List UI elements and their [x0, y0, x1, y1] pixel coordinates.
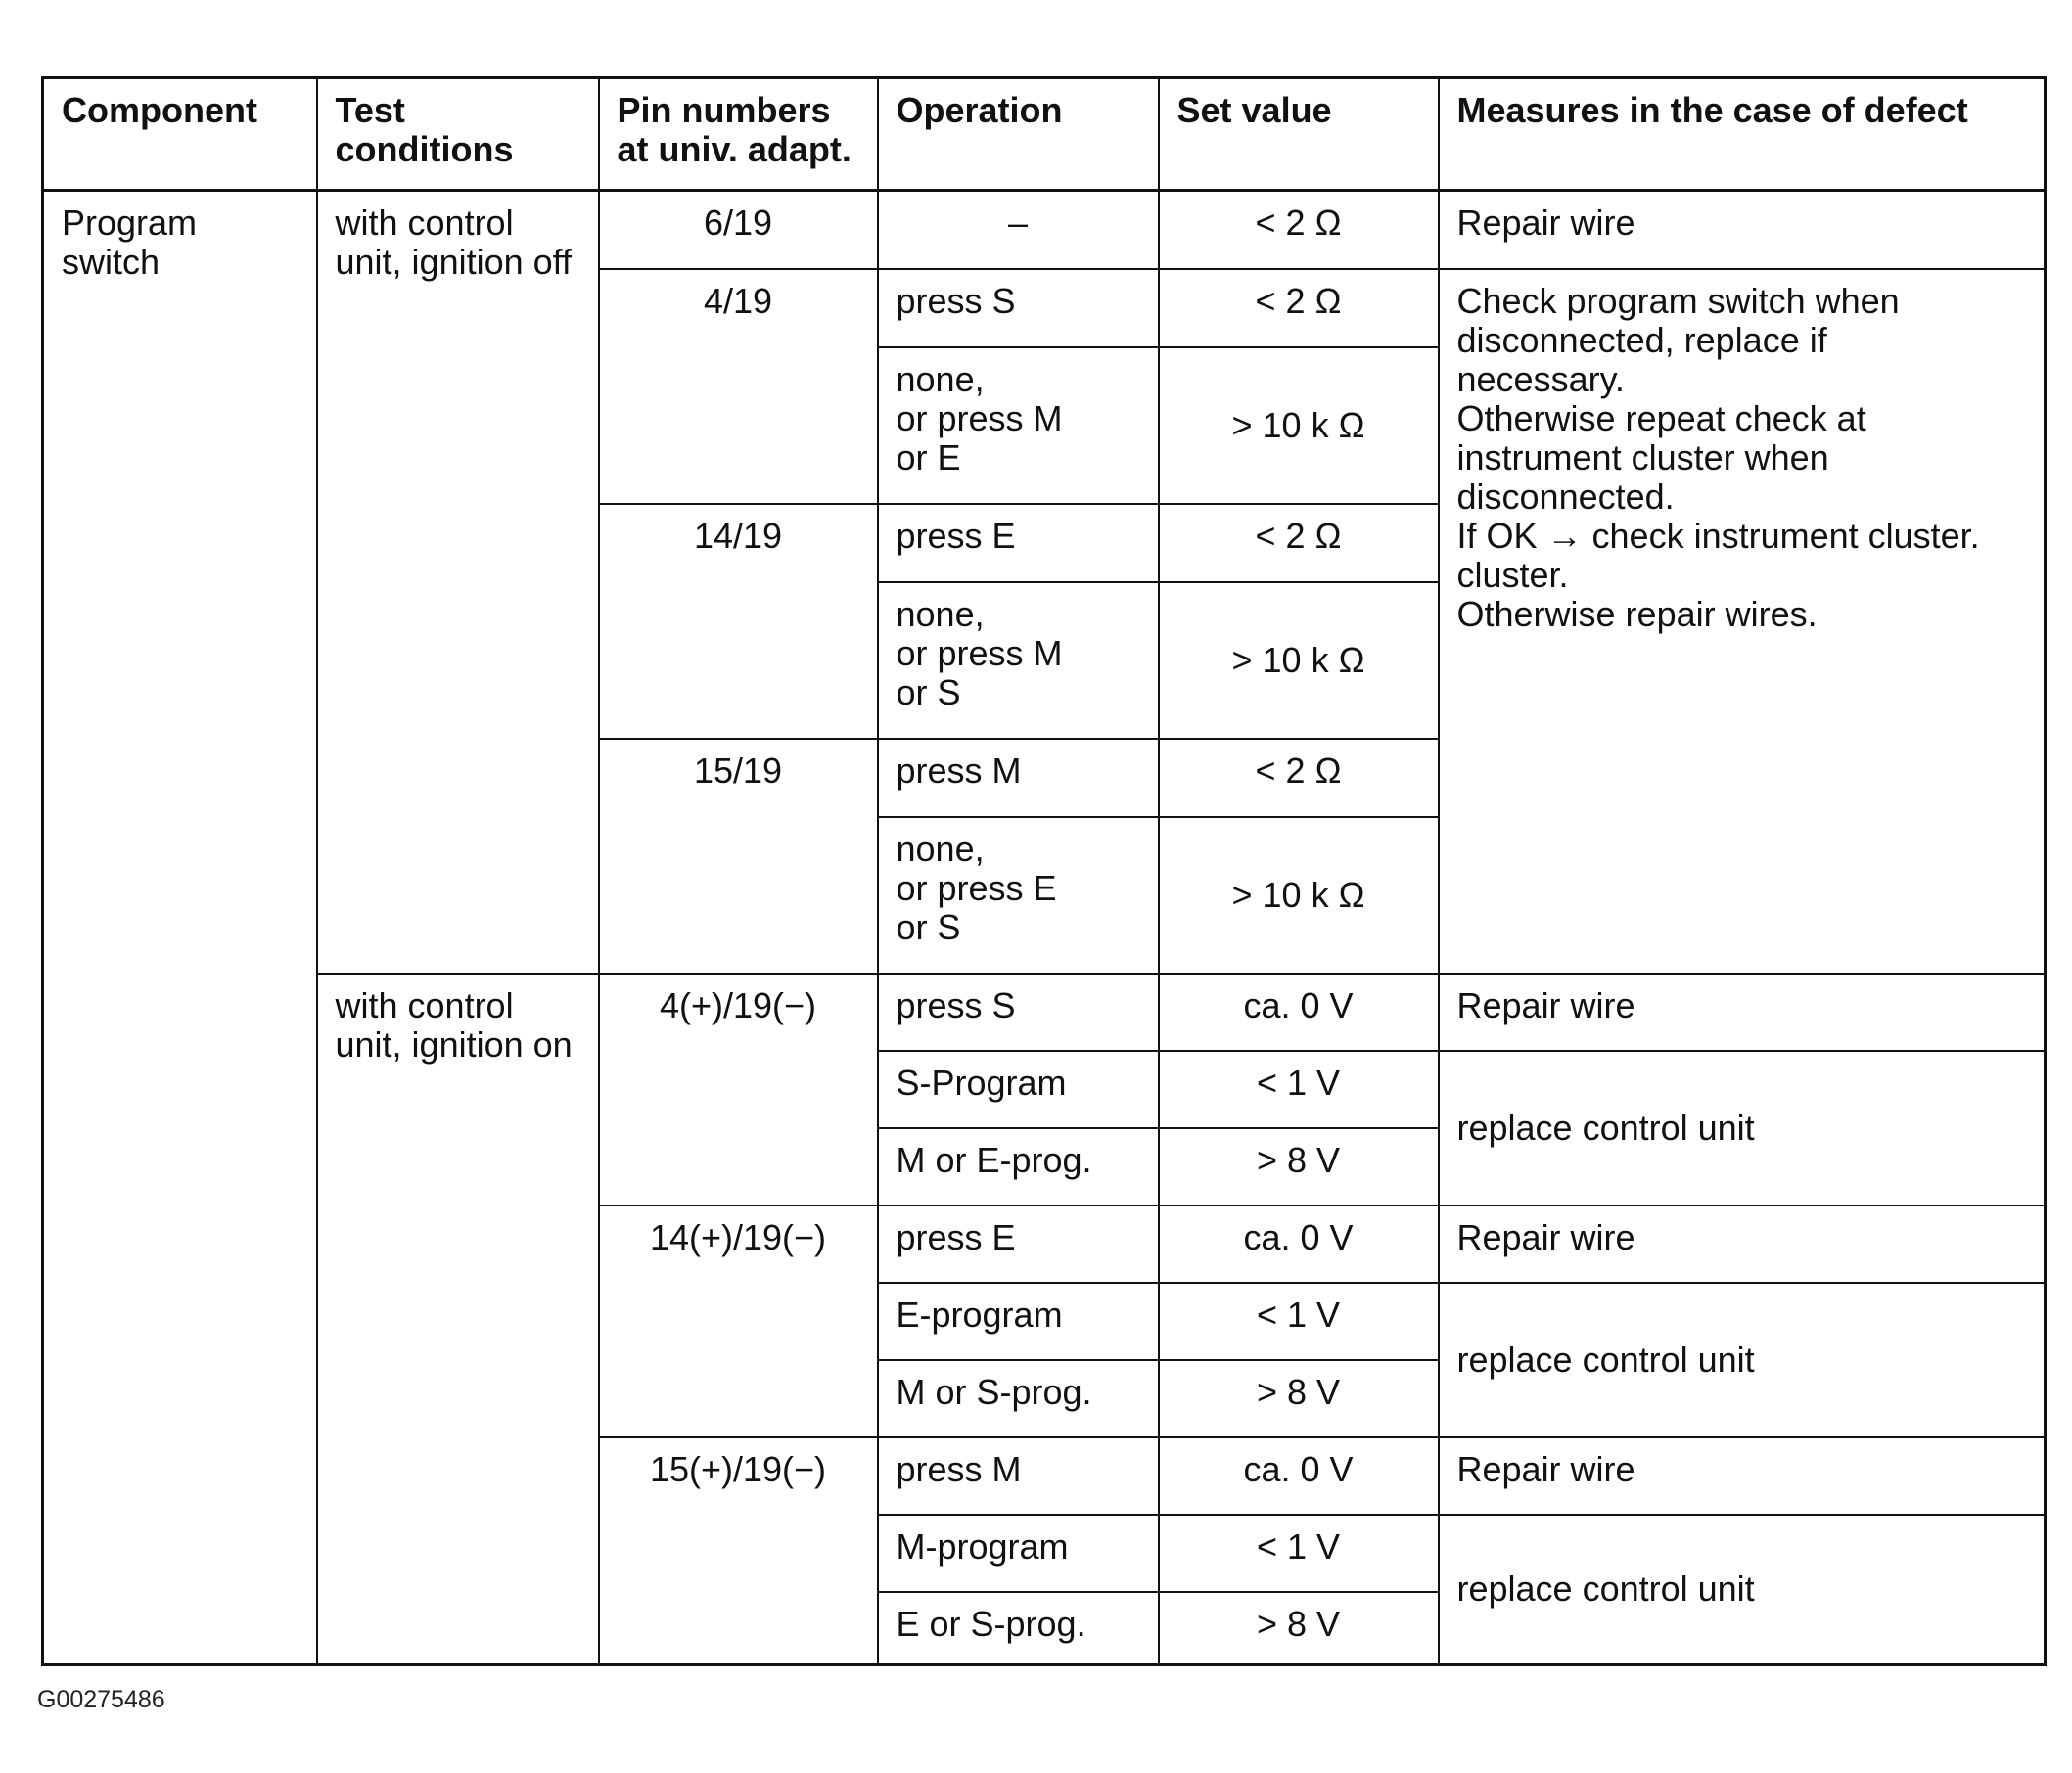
operation-cell: E-program	[878, 1283, 1159, 1360]
operation-cell: S-Program	[878, 1051, 1159, 1128]
set-value-cell: < 2 Ω	[1159, 504, 1439, 582]
operation-cell: E or S-prog.	[878, 1592, 1159, 1665]
operation-cell: M-program	[878, 1515, 1159, 1592]
pin-cell: 14(+)/19(−)	[599, 1205, 878, 1437]
header-row	[43, 78, 2046, 191]
header-test-conditions: Test conditions	[317, 78, 599, 191]
pin-cell: 4(+)/19(−)	[599, 974, 878, 1205]
set-value-cell: < 2 Ω	[1159, 739, 1439, 817]
set-value-cell: < 2 Ω	[1159, 269, 1439, 347]
test-table	[41, 76, 2047, 1666]
set-value-cell: > 10 k Ω	[1159, 582, 1439, 739]
set-value-cell: < 1 V	[1159, 1515, 1439, 1592]
operation-cell: M or E-prog.	[878, 1128, 1159, 1205]
operation-cell: none, or press M or S	[878, 582, 1159, 739]
table-row	[43, 191, 2046, 269]
operation-cell: M or S-prog.	[878, 1360, 1159, 1437]
pin-cell: 15/19	[599, 739, 878, 974]
condition-ignition-off: with control unit, ignition off	[317, 191, 599, 974]
measure-cell-combined: Check program switch when disconnected, replace if necessary. Otherwise repeat check at instrument cluster when disconnected. If OK → check instrument cluster. cluster. Otherwise repair wires.	[1439, 269, 2046, 974]
set-value-cell: ca. 0 V	[1159, 1205, 1439, 1283]
component-cell: Program switch	[43, 191, 317, 1665]
header-component: Component	[43, 78, 317, 191]
operation-cell: press E	[878, 1205, 1159, 1283]
pin-cell: 14/19	[599, 504, 878, 739]
set-value-cell: < 1 V	[1159, 1283, 1439, 1360]
header-measures: Measures in the case of defect	[1439, 78, 2046, 191]
measure-cell: replace control unit	[1439, 1515, 2046, 1665]
image-code: G00275486	[37, 1686, 165, 1713]
operation-cell: none, or press E or S	[878, 817, 1159, 974]
set-value-cell: > 8 V	[1159, 1360, 1439, 1437]
operation-cell: press M	[878, 739, 1159, 817]
measure-cell: Repair wire	[1439, 974, 2046, 1051]
set-value-cell: ca. 0 V	[1159, 974, 1439, 1051]
operation-cell: press M	[878, 1437, 1159, 1515]
set-value-cell: > 10 k Ω	[1159, 347, 1439, 504]
pin-cell: 4/19	[599, 269, 878, 504]
measure-cell: replace control unit	[1439, 1051, 2046, 1205]
measure-cell: Repair wire	[1439, 191, 2046, 269]
header-set-value: Set value	[1159, 78, 1439, 191]
operation-cell: press S	[878, 269, 1159, 347]
measure-cell: Repair wire	[1439, 1437, 2046, 1515]
header-operation: Operation	[878, 78, 1159, 191]
operation-cell: press E	[878, 504, 1159, 582]
set-value-cell: ca. 0 V	[1159, 1437, 1439, 1515]
set-value-cell: > 10 k Ω	[1159, 817, 1439, 974]
set-value-cell: < 1 V	[1159, 1051, 1439, 1128]
pin-cell: 6/19	[599, 191, 878, 269]
condition-ignition-on: with control unit, ignition on	[317, 974, 599, 1665]
pin-cell: 15(+)/19(−)	[599, 1437, 878, 1665]
operation-cell: press S	[878, 974, 1159, 1051]
measure-cell: replace control unit	[1439, 1283, 2046, 1437]
table-row	[43, 974, 2046, 1051]
measure-cell: Repair wire	[1439, 1205, 2046, 1283]
operation-cell: –	[878, 191, 1159, 269]
header-pin-numbers: Pin numbers at univ. adapt.	[599, 78, 878, 191]
set-value-cell: < 2 Ω	[1159, 191, 1439, 269]
set-value-cell: > 8 V	[1159, 1592, 1439, 1665]
operation-cell: none, or press M or E	[878, 347, 1159, 504]
set-value-cell: > 8 V	[1159, 1128, 1439, 1205]
